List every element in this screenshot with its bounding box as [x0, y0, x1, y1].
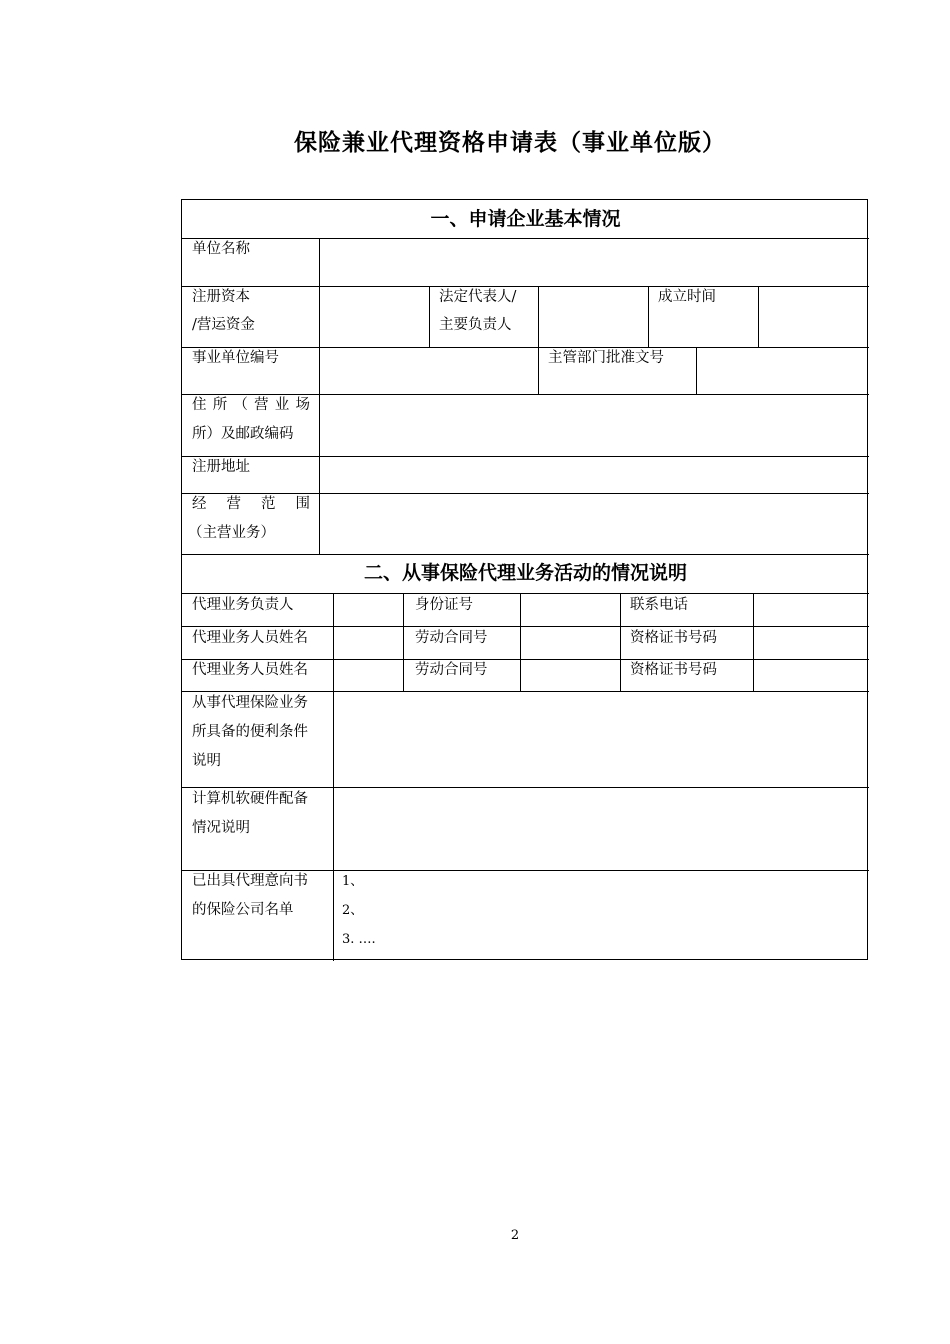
label-computer-line1: 计算机软硬件配备 — [192, 791, 308, 807]
rule — [182, 347, 869, 348]
label-address-line2: 所）及邮政编码 — [192, 426, 294, 442]
page-title: 保险兼业代理资格申请表（事业单位版） — [294, 130, 726, 156]
rule — [403, 593, 404, 691]
label-approval-number: 主管部门批准文号 — [548, 350, 664, 366]
label-conditions-line1: 从事代理保险业务 — [192, 695, 308, 711]
label-char: （ — [233, 397, 248, 413]
label-conditions-line3: 说明 — [192, 753, 221, 769]
rule — [620, 593, 621, 691]
rule — [753, 593, 754, 691]
rule — [520, 593, 521, 691]
label-agent-staff: 代理业务人员姓名 — [192, 662, 308, 678]
insurer-list-item: 3. …. — [342, 932, 376, 947]
label-char: 场 — [295, 397, 310, 413]
rule — [538, 347, 539, 394]
rule — [182, 456, 869, 457]
rule — [696, 347, 697, 394]
label-char: 所 — [212, 397, 228, 413]
label-agent-staff: 代理业务人员姓名 — [192, 630, 308, 646]
label-insurers-line1: 已出具代理意向书 — [192, 873, 308, 889]
label-char: 经 — [192, 496, 207, 512]
label-founded-date: 成立时间 — [658, 289, 716, 305]
label-address-line1 — [192, 391, 310, 420]
label-char: 范 — [261, 496, 276, 512]
rule — [182, 238, 869, 239]
section-heading-basic-info: 一、申请企业基本情况 — [430, 208, 621, 230]
label-char: 营 — [226, 496, 241, 512]
rule — [429, 286, 430, 347]
label-unit-code: 事业单位编号 — [192, 350, 279, 366]
label-insurers-line2: 的保险公司名单 — [192, 902, 294, 918]
label-registered-address: 注册地址 — [192, 459, 250, 475]
rule — [319, 238, 320, 554]
label-agent-head: 代理业务负责人 — [192, 597, 294, 613]
label-char: 住 — [192, 397, 207, 413]
label-certificate-number: 资格证书号码 — [630, 630, 717, 646]
insurer-list-item: 2、 — [342, 903, 364, 918]
label-legal-representative: 法定代表人/ — [439, 289, 517, 305]
label-char: 营 — [254, 397, 269, 413]
label-operating-funds: /营运资金 — [192, 317, 255, 333]
label-id-number: 身份证号 — [415, 597, 473, 613]
insurer-list-item: 1、 — [342, 874, 364, 889]
page-number: 2 — [510, 1228, 520, 1243]
label-registered-capital: 注册资本 — [192, 289, 250, 305]
label-contract-number: 劳动合同号 — [415, 662, 488, 678]
label-certificate-number: 资格证书号码 — [630, 662, 717, 678]
rule — [333, 593, 334, 961]
label-conditions-line2: 所具备的便利条件 — [192, 724, 308, 740]
rule — [648, 286, 649, 347]
application-form-table — [181, 199, 868, 960]
label-unit-name: 单位名称 — [192, 241, 250, 257]
label-phone: 联系电话 — [630, 597, 688, 613]
label-computer-line2: 情况说明 — [192, 820, 250, 836]
label-principal: 主要负责人 — [439, 317, 512, 333]
label-char: 业 — [274, 397, 290, 413]
rule — [538, 286, 539, 347]
label-business-scope-line2: （主营业务） — [188, 525, 275, 541]
rule — [758, 286, 759, 347]
label-business-scope-line1 — [192, 490, 310, 519]
label-char: 围 — [295, 496, 310, 512]
label-contract-number: 劳动合同号 — [415, 630, 488, 646]
rule — [182, 286, 869, 287]
section-heading-agency-activity: 二、从事保险代理业务活动的情况说明 — [363, 562, 687, 584]
rule — [182, 554, 869, 555]
